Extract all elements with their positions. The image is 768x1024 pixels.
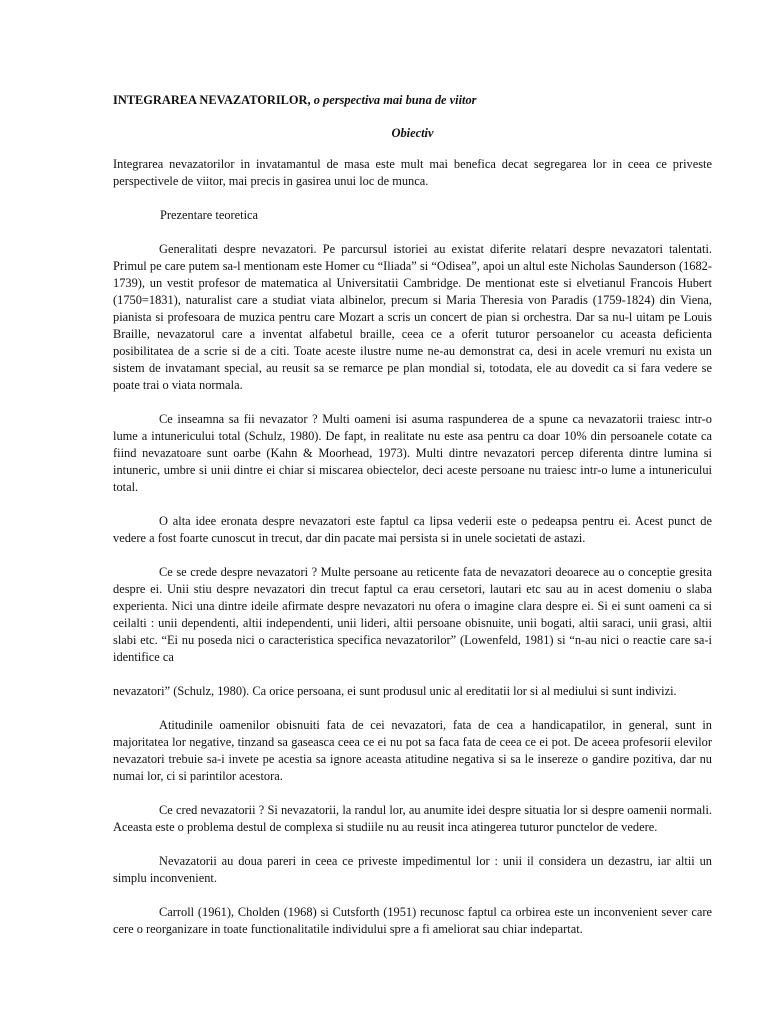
- paragraph-ce-inseamna: Ce inseamna sa fii nevazator ? Multi oameni isi asuma raspunderea de a spune ca nevazatorii traiesc intr-o lume a intunericului total (Schulz, 1980). De fapt, in realitate nu este asa pentru ca doar 10% din persoanele cotate ca fiind nevazatoare sunt oarbe (Kahn & Moorhead, 1973). Multi dintre nevazatori percep diferenta dintre lumina si intuneric, umbre si unii dintre ei chiar si miscarea obiectelor, deci aceste persoane nu traiesc intr-o lume a intunericului total.: [113, 412, 712, 494]
- paragraph-atitudini: Atitudinile oamenilor obisnuiti fata de cei nevazatori, fata de cea a handicapatilor, in general, sunt in majoritatea lor negative, tinzand sa gaseasca ceea ce ei nu pot sa faca fata de ceea ce ei pot. De aceea profesorii elevilor nevazatori trebuie sa-i invete pe acestia sa ignore aceasta atitudine negativa si sa le insereze o gandire pozitiva, dar nu numai lor, ci si parintilor acestora.: [113, 718, 712, 783]
- title-subtitle: o perspectiva mai buna de viitor: [313, 93, 477, 107]
- objectiv-paragraph: Integrarea nevazatorilor in invatamantul de masa este mult mai benefica decat segregarea lor in ceea ce priveste perspectivele de viitor, mai precis in gasirea unui loc de munca.: [113, 157, 712, 188]
- paragraph-generalitati: Generalitati despre nevazatori. Pe parcursul istoriei au existat diferite relatari despre nevazatori talentati. Primul pe care putem sa-l mentionam este Homer cu “Iliada” si “Odisea”, apoi un altul este Nicholas Saunderson (1682-1739), un vestit profesor de matematica al Universitatii Cambridge. De mentionat este si elvetianul Francois Hubert (1750=1831), naturalist care a studiat viata albinelor, precum si Maria Theresia von Paradis (1759-1824) din Viena, pianista si profesoara de muzica pentru care Mozart a scris un concert de pian si orchestra. Dar sa nu-l uitam pe Louis Braille, nevazatorul care a inventat alfabetul braille, ceea ce a oferit tuturor persoanelor cu aceasta deficienta posibilitatea de a scrie si de a citi. Toate aceste ilustre nume ne-au demonstrat ca, desi in acele vremuri nu exista un sistem de invatamant special, au reusit sa se remarce pe plan mondial si, totodata, ele au dovedit ca si fara vedere se poate trai o viata normala.: [113, 242, 712, 392]
- paragraph-idee-eronata: O alta idee eronata despre nevazatori este faptul ca lipsa vederii este o pedeapsa pentru ei. Acest punct de vedere a fost foarte cunoscut in trecut, dar din pacate mai persista si in unele societati de astazi.: [113, 514, 712, 545]
- title-main: INTEGRAREA NEVAZATORILOR,: [113, 93, 311, 107]
- prezentare-heading: Prezentare teoretica: [160, 208, 259, 222]
- paragraph-doua-pareri: Nevazatorii au doua pareri in ceea ce priveste impedimentul lor : unii il considera un dezastru, iar altii un simplu inconvenient.: [113, 854, 712, 885]
- paragraph-ce-cred: Ce cred nevazatorii ? Si nevazatorii, la randul lor, au anumite idei despre situatia lor si despre oamenii normali. Aceasta este o problema destul de complexa si studiile nu au reusit inca atingerea tuturor punctelor de vedere.: [113, 803, 712, 834]
- document-title: [113, 92, 712, 109]
- paragraph-continuare: nevazatori” (Schulz, 1980). Ca orice persoana, ei sunt produsul unic al ereditatii lor si al mediului si sunt indivizi.: [113, 684, 677, 698]
- objectiv-heading: Obiectiv: [391, 126, 434, 140]
- paragraph-ce-se-crede: Ce se crede despre nevazatori ? Multe persoane au reticente fata de nevazatori deoarece au o conceptie gresita despre ei. Unii stiu despre nevazatori din trecut faptul ca erau cersetori, lautari etc sau au in acest domeniu o slaba experienta. Nici una dintre ideile afirmate despre nevazatori nu ofera o imagine clara despre ei. Si ei sunt oameni ca si ceilalti : unii dependenti, altii independenti, unii lideri, altii persoane obisnuite, unii bogati, altii saraci, unii grasi, altii slabi etc. “Ei nu poseda nici o caracteristica specifica nevazatorilor” (Lowenfeld, 1981) si “n-au nici o reactie care sa-i identifice ca: [113, 565, 712, 664]
- paragraph-carroll: Carroll (1961), Cholden (1968) si Cutsforth (1951) recunosc faptul ca orbirea este un inconvenient sever care cere o reorganizare in toate functionalitatile individului spre a fi ameliorat sau chiar indepartat.: [113, 905, 712, 936]
